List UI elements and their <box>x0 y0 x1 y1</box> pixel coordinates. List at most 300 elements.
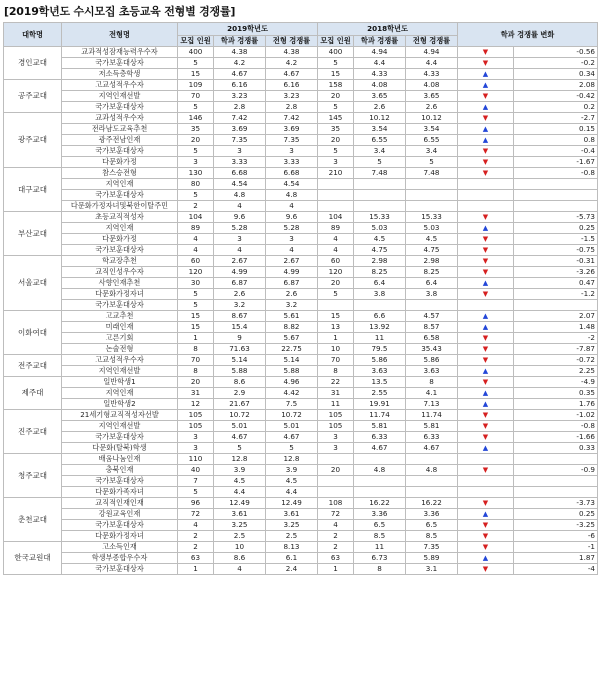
quota-2018-cell: 20 <box>318 278 354 289</box>
dept-ratio-2019-cell: 10 <box>214 542 266 553</box>
type-cell: 고교성적우수자 <box>62 80 178 91</box>
down-triangle-icon <box>458 564 514 575</box>
down-triangle-icon: ▼ <box>482 334 489 342</box>
change-value-cell <box>514 454 598 465</box>
up-triangle-icon: ▲ <box>482 103 489 111</box>
type-cell: 국가보훈대상자 <box>62 432 178 443</box>
type-ratio-2018-cell: 8.25 <box>406 267 458 278</box>
down-triangle-icon <box>458 421 514 432</box>
type-cell: 배움나눔인재 <box>62 454 178 465</box>
dept-ratio-2019-cell: 5.88 <box>214 366 266 377</box>
type-ratio-2018-cell <box>406 476 458 487</box>
type-ratio-2019-cell: 8.13 <box>266 542 318 553</box>
quota-2018-cell: 31 <box>318 388 354 399</box>
table-row <box>4 80 598 91</box>
dept-ratio-2019-cell: 8.6 <box>214 377 266 388</box>
quota-2019-cell: 20 <box>178 377 214 388</box>
change-value-cell: -1.02 <box>514 410 598 421</box>
change-value-cell: -0.72 <box>514 355 598 366</box>
dept-ratio-2019-cell: 21.67 <box>214 399 266 410</box>
dept-ratio-2019-cell: 15.4 <box>214 322 266 333</box>
down-triangle-icon <box>458 344 514 355</box>
type-ratio-2018-cell: 4.8 <box>406 465 458 476</box>
type-ratio-2019-cell: 2.67 <box>266 256 318 267</box>
type-ratio-2018-cell: 5.86 <box>406 355 458 366</box>
dept-ratio-2019-cell: 7.42 <box>214 113 266 124</box>
up-triangle-icon <box>458 80 514 91</box>
type-ratio-2019-cell: 4.4 <box>266 487 318 498</box>
type-ratio-2018-cell: 3.1 <box>406 564 458 575</box>
change-value-cell <box>514 190 598 201</box>
quota-2019-cell: 35 <box>178 124 214 135</box>
type-ratio-2019-cell: 5 <box>266 443 318 454</box>
change-value-cell: -2.7 <box>514 113 598 124</box>
quota-2019-cell: 60 <box>178 256 214 267</box>
change-value-cell: -0.42 <box>514 91 598 102</box>
dept-ratio-2018-cell: 4.75 <box>354 245 406 256</box>
type-ratio-2019-cell: 3.2 <box>266 300 318 311</box>
type-ratio-2019-cell: 4.2 <box>266 58 318 69</box>
type-cell: 지역인재선발 <box>62 91 178 102</box>
down-triangle-icon: ▼ <box>482 422 489 430</box>
up-triangle-icon: ▲ <box>482 389 489 397</box>
table-row <box>4 69 598 80</box>
down-triangle-icon: ▼ <box>482 543 489 551</box>
down-triangle-icon: ▼ <box>482 532 489 540</box>
up-triangle-icon <box>458 135 514 146</box>
dept-ratio-2018-cell: 2.55 <box>354 388 406 399</box>
type-ratio-2019-cell: 5.14 <box>266 355 318 366</box>
type-ratio-2018-cell: 6.55 <box>406 135 458 146</box>
change-value-cell: 0.47 <box>514 278 598 289</box>
dept-ratio-2018-cell: 2.6 <box>354 102 406 113</box>
up-triangle-icon: ▲ <box>482 554 489 562</box>
university-name-cell: 대구교대 <box>4 168 62 212</box>
quota-2019-cell: 110 <box>178 454 214 465</box>
quota-2019-cell: 3 <box>178 432 214 443</box>
down-triangle-icon: ▼ <box>482 268 489 276</box>
table-row <box>4 553 598 564</box>
type-ratio-2019-cell: 4.54 <box>266 179 318 190</box>
quota-2018-cell: 72 <box>318 509 354 520</box>
university-name-cell: 진주교대 <box>4 410 62 454</box>
change-value-cell: 0.25 <box>514 509 598 520</box>
type-cell: 국가보훈대상자 <box>62 146 178 157</box>
change-value-cell: 2.25 <box>514 366 598 377</box>
dept-ratio-2019-cell: 2.6 <box>214 289 266 300</box>
quota-2018-cell: 5 <box>318 146 354 157</box>
quota-2018-cell: 105 <box>318 421 354 432</box>
university-name-cell: 한국교원대 <box>4 542 62 575</box>
type-cell: 충북인재 <box>62 465 178 476</box>
table-row <box>4 454 598 465</box>
down-triangle-icon: ▼ <box>482 565 489 573</box>
type-cell: 지역인재 <box>62 179 178 190</box>
dept-ratio-2018-cell: 16.22 <box>354 498 406 509</box>
change-value-cell <box>514 179 598 190</box>
down-triangle-icon: ▼ <box>482 169 489 177</box>
type-cell: 사향인재추천 <box>62 278 178 289</box>
type-ratio-2019-cell: 6.68 <box>266 168 318 179</box>
type-cell: 국가보훈대상자 <box>62 190 178 201</box>
table-row <box>4 399 598 410</box>
dept-ratio-2019-cell: 6.16 <box>214 80 266 91</box>
change-value-cell: -0.56 <box>514 47 598 58</box>
type-cell: 지역인재 <box>62 223 178 234</box>
type-ratio-2018-cell: 7.48 <box>406 168 458 179</box>
quota-2019-cell: 3 <box>178 443 214 454</box>
down-triangle-icon: ▼ <box>482 235 489 243</box>
type-ratio-2019-cell: 3.61 <box>266 509 318 520</box>
change-value-cell: 2.07 <box>514 311 598 322</box>
type-ratio-2018-cell: 8.57 <box>406 322 458 333</box>
dept-ratio-2018-cell <box>354 476 406 487</box>
quota-2019-cell: 80 <box>178 179 214 190</box>
type-cell: 초등교직적성자 <box>62 212 178 223</box>
change-value-cell: 0.34 <box>514 69 598 80</box>
type-ratio-2018-cell: 7.13 <box>406 399 458 410</box>
change-value-cell <box>514 201 598 212</box>
change-direction-cell <box>458 454 514 465</box>
quota-2019-cell: 4 <box>178 234 214 245</box>
type-cell: 저소득층학생 <box>62 69 178 80</box>
down-triangle-icon: ▼ <box>482 257 489 265</box>
quota-2019-cell: 4 <box>178 245 214 256</box>
table-row <box>4 91 598 102</box>
type-ratio-2019-cell: 22.75 <box>266 344 318 355</box>
quota-2019-cell: 2 <box>178 531 214 542</box>
down-triangle-icon: ▼ <box>482 246 489 254</box>
quota-2018-cell: 1 <box>318 333 354 344</box>
dept-ratio-2019-cell: 10.72 <box>214 410 266 421</box>
down-triangle-icon: ▼ <box>482 48 489 56</box>
quota-2018-cell: 60 <box>318 256 354 267</box>
dept-ratio-2018-cell: 5 <box>354 157 406 168</box>
table-row <box>4 498 598 509</box>
dept-ratio-2018-cell: 11 <box>354 542 406 553</box>
up-triangle-icon: ▲ <box>482 279 489 287</box>
table-row <box>4 289 598 300</box>
quota-2019-cell: 3 <box>178 157 214 168</box>
page-title: [2019학년도 수시모집 초등교육 전형별 경쟁률] <box>4 5 236 18</box>
dept-ratio-2019-cell: 5.01 <box>214 421 266 432</box>
dept-ratio-2019-cell: 5 <box>214 443 266 454</box>
dept-ratio-2019-cell: 8.6 <box>214 553 266 564</box>
type-cell: 다문화(탈북)학생 <box>62 443 178 454</box>
down-triangle-icon <box>458 542 514 553</box>
table-row <box>4 168 598 179</box>
dept-ratio-2018-cell: 6.5 <box>354 520 406 531</box>
quota-2019-cell: 7 <box>178 476 214 487</box>
table-row <box>4 443 598 454</box>
quota-2019-cell: 5 <box>178 300 214 311</box>
type-ratio-2019-cell: 9.6 <box>266 212 318 223</box>
type-cell: 전라남도교육추천 <box>62 124 178 135</box>
quota-2019-cell: 15 <box>178 69 214 80</box>
dept-ratio-2018-cell: 4.8 <box>354 465 406 476</box>
quota-2019-cell: 5 <box>178 289 214 300</box>
type-ratio-2019-cell: 4 <box>266 201 318 212</box>
type-cell: 다문화가정 <box>62 157 178 168</box>
up-triangle-icon <box>458 366 514 377</box>
dept-ratio-2019-cell: 3.25 <box>214 520 266 531</box>
dept-ratio-2018-cell: 6.73 <box>354 553 406 564</box>
type-cell: 강원교육인재 <box>62 509 178 520</box>
down-triangle-icon <box>458 520 514 531</box>
table-row <box>4 520 598 531</box>
down-triangle-icon: ▼ <box>482 158 489 166</box>
down-triangle-icon <box>458 531 514 542</box>
up-triangle-icon: ▲ <box>482 125 489 133</box>
type-cell: 일반학생2 <box>62 399 178 410</box>
type-ratio-2018-cell: 6.58 <box>406 333 458 344</box>
type-ratio-2019-cell: 12.49 <box>266 498 318 509</box>
type-ratio-2018-cell: 4.1 <box>406 388 458 399</box>
change-value-cell: -4.9 <box>514 377 598 388</box>
up-triangle-icon <box>458 553 514 564</box>
university-name-cell: 청주교대 <box>4 454 62 498</box>
down-triangle-icon: ▼ <box>482 345 489 353</box>
dept-ratio-2018-cell: 4.94 <box>354 47 406 58</box>
quota-2018-cell: 22 <box>318 377 354 388</box>
quota-2018-cell: 158 <box>318 80 354 91</box>
change-direction-cell <box>458 179 514 190</box>
quota-2019-cell: 1 <box>178 564 214 575</box>
quota-2018-cell: 120 <box>318 267 354 278</box>
quota-2019-cell: 130 <box>178 168 214 179</box>
dept-ratio-2019-cell: 2.67 <box>214 256 266 267</box>
type-cell: 교과적성잠재능력우수자 <box>62 47 178 58</box>
table-row <box>4 201 598 212</box>
up-triangle-icon: ▲ <box>482 323 489 331</box>
quota-2019-cell: 5 <box>178 190 214 201</box>
dept-ratio-2018-cell: 3.36 <box>354 509 406 520</box>
change-value-cell <box>514 300 598 311</box>
quota-2018-cell: 8 <box>318 366 354 377</box>
header-univ: 대학명 <box>4 23 62 47</box>
type-ratio-2019-cell: 6.16 <box>266 80 318 91</box>
dept-ratio-2018-cell <box>354 201 406 212</box>
type-cell: 논술전형 <box>62 344 178 355</box>
dept-ratio-2018-cell <box>354 454 406 465</box>
quota-2018-cell: 4 <box>318 234 354 245</box>
type-cell: 국가보훈대상자 <box>62 476 178 487</box>
quota-2019-cell: 104 <box>178 212 214 223</box>
type-ratio-2019-cell: 4.42 <box>266 388 318 399</box>
type-ratio-2018-cell: 4.94 <box>406 47 458 58</box>
type-cell: 교과성적우수자 <box>62 113 178 124</box>
type-ratio-2019-cell: 7.42 <box>266 113 318 124</box>
change-direction-cell <box>458 201 514 212</box>
dept-ratio-2018-cell: 6.6 <box>354 311 406 322</box>
up-triangle-icon <box>458 388 514 399</box>
quota-2019-cell: 63 <box>178 553 214 564</box>
quota-2018-cell <box>318 476 354 487</box>
type-ratio-2018-cell: 3.8 <box>406 289 458 300</box>
type-ratio-2018-cell: 15.33 <box>406 212 458 223</box>
header-2018: 2018학년도 <box>318 23 458 36</box>
down-triangle-icon: ▼ <box>482 521 489 529</box>
change-value-cell: -0.75 <box>514 245 598 256</box>
table-row <box>4 344 598 355</box>
up-triangle-icon <box>458 124 514 135</box>
table-row <box>4 388 598 399</box>
quota-2019-cell: 146 <box>178 113 214 124</box>
quota-2019-cell: 5 <box>178 487 214 498</box>
dept-ratio-2019-cell: 3.23 <box>214 91 266 102</box>
quota-2019-cell: 4 <box>178 520 214 531</box>
table-row <box>4 509 598 520</box>
dept-ratio-2018-cell: 8.25 <box>354 267 406 278</box>
quota-2018-cell: 13 <box>318 322 354 333</box>
type-ratio-2019-cell: 3.69 <box>266 124 318 135</box>
type-ratio-2019-cell: 3 <box>266 234 318 245</box>
quota-2018-cell: 5 <box>318 289 354 300</box>
change-direction-cell <box>458 476 514 487</box>
up-triangle-icon: ▲ <box>482 367 489 375</box>
change-value-cell: 1.87 <box>514 553 598 564</box>
table-row <box>4 113 598 124</box>
university-name-cell: 전주교대 <box>4 355 62 377</box>
dept-ratio-2018-cell: 3.54 <box>354 124 406 135</box>
dept-ratio-2019-cell: 4.8 <box>214 190 266 201</box>
dept-ratio-2019-cell: 2.9 <box>214 388 266 399</box>
type-ratio-2018-cell: 16.22 <box>406 498 458 509</box>
change-direction-cell <box>458 190 514 201</box>
change-value-cell: -1.66 <box>514 432 598 443</box>
down-triangle-icon: ▼ <box>482 290 489 298</box>
change-value-cell: -1.2 <box>514 289 598 300</box>
table-row <box>4 234 598 245</box>
dept-ratio-2019-cell: 4.2 <box>214 58 266 69</box>
quota-2018-cell <box>318 300 354 311</box>
type-ratio-2018-cell: 5.81 <box>406 421 458 432</box>
dept-ratio-2019-cell: 2.5 <box>214 531 266 542</box>
down-triangle-icon <box>458 498 514 509</box>
quota-2019-cell: 15 <box>178 322 214 333</box>
table-row <box>4 179 598 190</box>
change-value-cell: 2.08 <box>514 80 598 91</box>
table-row <box>4 476 598 487</box>
type-ratio-2019-cell: 6.87 <box>266 278 318 289</box>
down-triangle-icon <box>458 47 514 58</box>
table-row <box>4 421 598 432</box>
type-ratio-2018-cell <box>406 454 458 465</box>
type-ratio-2019-cell: 4.8 <box>266 190 318 201</box>
type-cell: 고교성적우수자 <box>62 355 178 366</box>
type-ratio-2019-cell: 12.8 <box>266 454 318 465</box>
type-cell: 국가보훈대상자 <box>62 300 178 311</box>
quota-2018-cell: 5 <box>318 58 354 69</box>
dept-ratio-2018-cell: 6.55 <box>354 135 406 146</box>
table-row <box>4 267 598 278</box>
quota-2018-cell: 4 <box>318 520 354 531</box>
table-row <box>4 135 598 146</box>
type-ratio-2018-cell <box>406 487 458 498</box>
quota-2019-cell: 8 <box>178 366 214 377</box>
header-2019: 2019학년도 <box>178 23 318 36</box>
down-triangle-icon <box>458 256 514 267</box>
type-ratio-2019-cell: 7.5 <box>266 399 318 410</box>
down-triangle-icon <box>458 355 514 366</box>
quota-2019-cell: 2 <box>178 201 214 212</box>
quota-2019-cell: 96 <box>178 498 214 509</box>
dept-ratio-2019-cell: 12.8 <box>214 454 266 465</box>
down-triangle-icon: ▼ <box>482 92 489 100</box>
table-row <box>4 124 598 135</box>
type-cell: 일반학생1 <box>62 377 178 388</box>
change-value-cell: -3.26 <box>514 267 598 278</box>
quota-2019-cell: 1 <box>178 333 214 344</box>
header-2019-type-ratio: 전형 경쟁률 <box>266 36 318 47</box>
type-ratio-2019-cell: 6.1 <box>266 553 318 564</box>
dept-ratio-2018-cell: 79.5 <box>354 344 406 355</box>
dept-ratio-2019-cell: 4.67 <box>214 432 266 443</box>
table-row <box>4 366 598 377</box>
university-name-cell: 제주대 <box>4 377 62 410</box>
quota-2019-cell: 5 <box>178 146 214 157</box>
table-row <box>4 278 598 289</box>
dept-ratio-2019-cell: 3 <box>214 146 266 157</box>
dept-ratio-2019-cell: 3 <box>214 234 266 245</box>
table-row <box>4 432 598 443</box>
type-ratio-2019-cell: 4.38 <box>266 47 318 58</box>
quota-2019-cell: 31 <box>178 388 214 399</box>
dept-ratio-2018-cell: 5.03 <box>354 223 406 234</box>
dept-ratio-2018-cell <box>354 179 406 190</box>
quota-2018-cell: 1 <box>318 564 354 575</box>
table-row <box>4 212 598 223</box>
table-row <box>4 245 598 256</box>
type-ratio-2018-cell <box>406 190 458 201</box>
dept-ratio-2018-cell: 3.65 <box>354 91 406 102</box>
change-direction-cell <box>458 300 514 311</box>
quota-2018-cell: 3 <box>318 157 354 168</box>
type-cell: 국가보훈대상자 <box>62 520 178 531</box>
change-value-cell: -3.25 <box>514 520 598 531</box>
table-row <box>4 531 598 542</box>
down-triangle-icon <box>458 410 514 421</box>
dept-ratio-2018-cell: 3.4 <box>354 146 406 157</box>
header-2018-quota: 모집 인원 <box>318 36 354 47</box>
type-ratio-2019-cell: 5.28 <box>266 223 318 234</box>
type-cell: 국가보훈대상자 <box>62 102 178 113</box>
dept-ratio-2019-cell: 3.9 <box>214 465 266 476</box>
table-row <box>4 58 598 69</box>
dept-ratio-2018-cell: 6.4 <box>354 278 406 289</box>
quota-2018-cell: 104 <box>318 212 354 223</box>
quota-2018-cell <box>318 487 354 498</box>
dept-ratio-2019-cell: 3.33 <box>214 157 266 168</box>
university-name-cell: 춘천교대 <box>4 498 62 542</box>
type-cell: 국가보훈대상자 <box>62 58 178 69</box>
type-ratio-2018-cell: 5.89 <box>406 553 458 564</box>
dept-ratio-2019-cell: 4.38 <box>214 47 266 58</box>
dept-ratio-2018-cell: 8 <box>354 564 406 575</box>
type-ratio-2019-cell: 2.8 <box>266 102 318 113</box>
quota-2019-cell: 5 <box>178 102 214 113</box>
up-triangle-icon <box>458 278 514 289</box>
header-2019-quota: 모집 인원 <box>178 36 214 47</box>
type-ratio-2018-cell: 4.75 <box>406 245 458 256</box>
type-cell: 다문화가정자녀 <box>62 289 178 300</box>
type-cell: 다문화가정 <box>62 234 178 245</box>
type-ratio-2018-cell: 4.4 <box>406 58 458 69</box>
dept-ratio-2019-cell: 2.8 <box>214 102 266 113</box>
down-triangle-icon <box>458 333 514 344</box>
up-triangle-icon <box>458 311 514 322</box>
table-row <box>4 564 598 575</box>
